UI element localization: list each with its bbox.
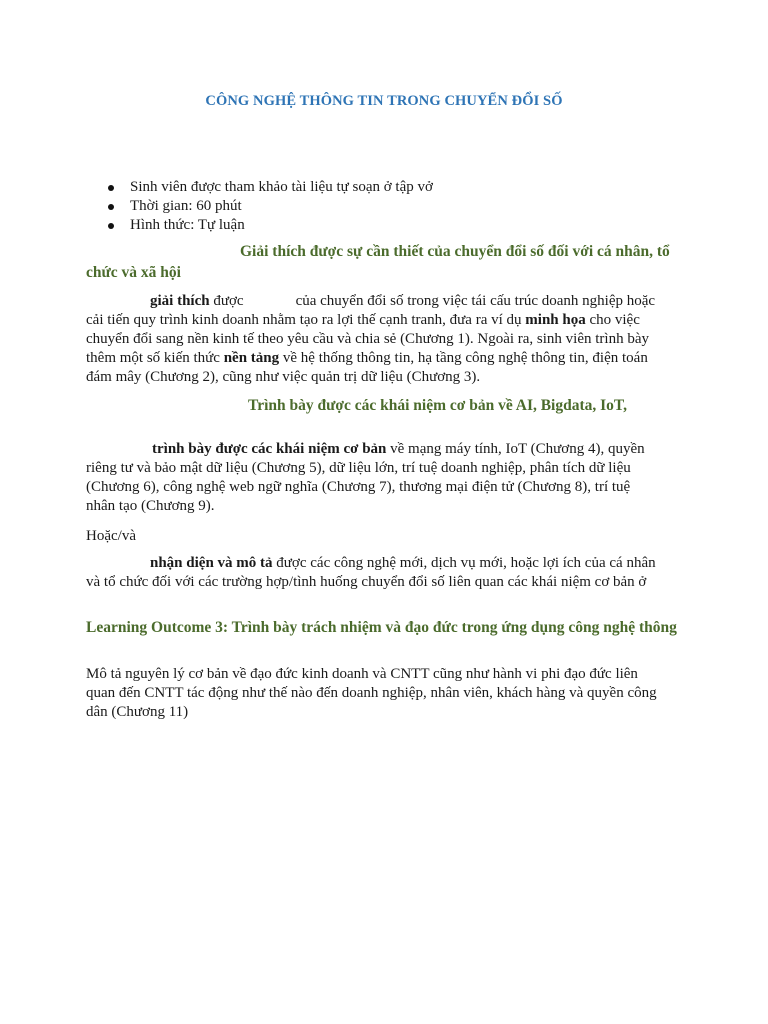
exam-info-list: [86, 178, 433, 235]
lo1-heading-line1: Giải thích được sự cần thiết của chuyển đổi số đối với cá nhân, tổ: [240, 243, 670, 260]
bullet-icon: [108, 185, 114, 191]
lo2-paragraph-2: nhận diện và mô tả được các công nghệ mới, dịch vụ mới, hoặc lợi ích của cá nhân và tổ chức đối với các trường hợp/tình huống chuyển đổi số liên quan các khái niệm cơ bản ở: [86, 555, 656, 590]
lo1-heading-line2: chức và xã hội: [86, 264, 181, 281]
document-title: CÔNG NGHỆ THÔNG TIN TRONG CHUYỂN ĐỔI SỐ: [205, 93, 563, 109]
list-item: Sinh viên được tham khảo tài liệu tự soạn ở tập vở: [86, 178, 433, 197]
lo3-paragraph: Mô tả nguyên lý cơ bản về đạo đức kinh doanh và CNTT cũng như hành vi phi đạo đức liên quan đến CNTT tác động như thế nào đến doanh nghiệp, nhân viên, khách hàng và quyền công dân (Chương 11): [86, 666, 657, 720]
lo1-paragraph: giải thích được của chuyển đổi số trong việc tái cấu trúc doanh nghiệp hoặc cải tiến quy trình kinh doanh nhằm tạo ra lợi thế cạnh tranh, đưa ra ví dụ minh họa cho việc chuyển đổi sang nền kinh tế theo yêu cầu và chia sẻ (Chương 1). Ngoài ra, sinh viên trình bày thêm một số kiến thức nền tảng về hệ thống thông tin, hạ tầng công nghệ thông tin, điện toán đám mây (Chương 2), cũng như việc quản trị dữ liệu (Chương 3).: [86, 293, 656, 385]
list-item: Hình thức: Tự luận: [86, 216, 433, 235]
lo2-paragraph: trình bày được các khái niệm cơ bản về mạng máy tính, IoT (Chương 4), quyền riêng tư và bảo mật dữ liệu (Chương 5), dữ liệu lớn, trí tuệ doanh nghiệp, phân tích dữ liệu (Chương 6), công nghệ web ngữ nghĩa (Chương 7), thương mại điện tử (Chương 8), trí tuệ nhân tạo (Chương 9).: [86, 441, 645, 514]
list-item: Thời gian: 60 phút: [86, 197, 433, 216]
lo3-heading: Learning Outcome 3: Trình bày trách nhiệm và đạo đức trong ứng dụng công nghệ thông: [86, 619, 677, 636]
bullet-icon: [108, 223, 114, 229]
or-label: Hoặc/và: [86, 528, 136, 544]
lo2-heading: Trình bày được các khái niệm cơ bản về AI, Bigdata, IoT,: [248, 397, 627, 414]
bullet-icon: [108, 204, 114, 210]
